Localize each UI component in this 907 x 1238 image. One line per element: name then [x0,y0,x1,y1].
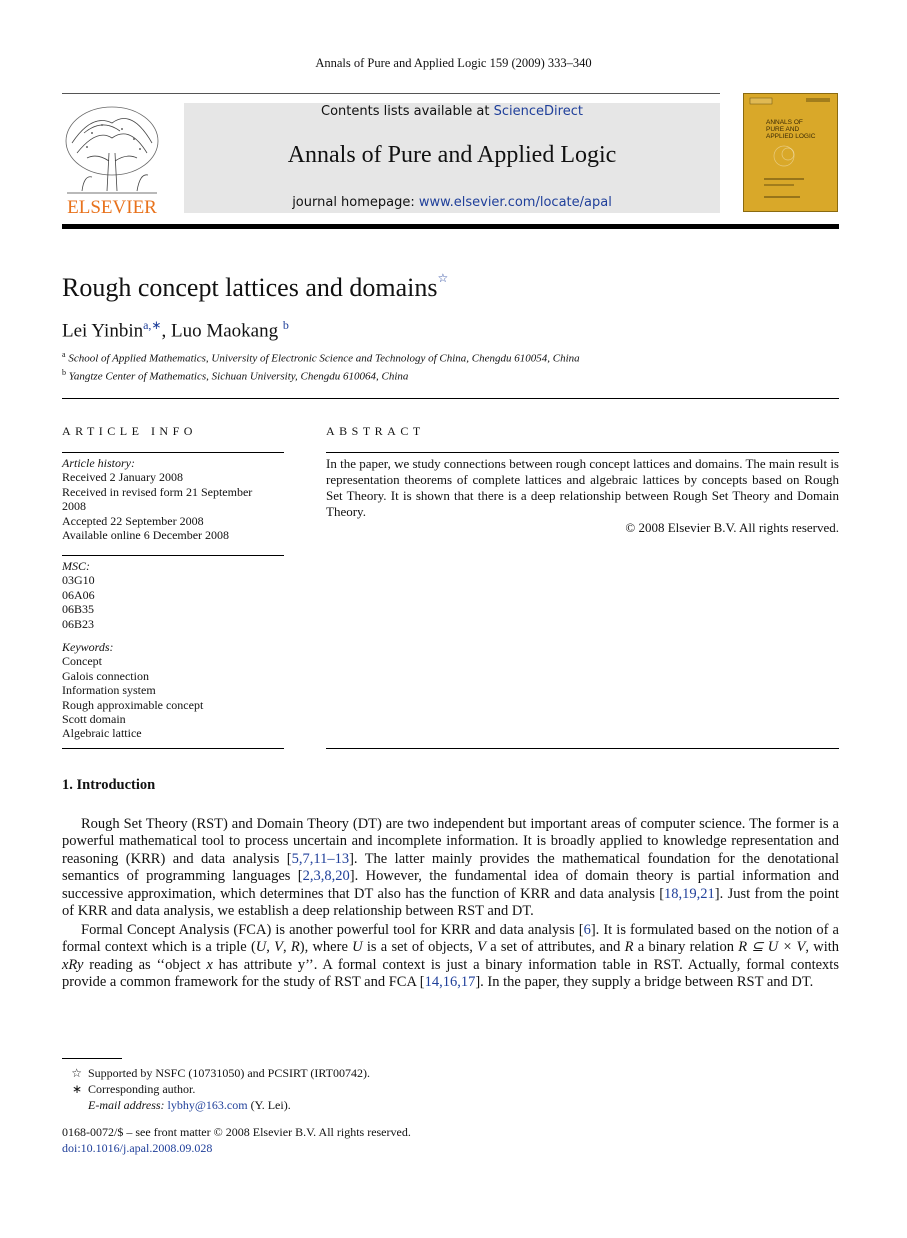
homepage-link[interactable]: www.elsevier.com/locate/apal [418,195,612,210]
history-entry: Accepted 22 September 2008 [62,513,204,528]
text-run: Rough Set Theory (RST) and Domain Theory (DT) are two independent but important areas of computer science. The former is a powerful mathematical tool to process uncertain and incomplete information. It is broadly applied to knowledge representation and reasoning (KRR) and data analysis [ [62,816,839,867]
citation-link[interactable]: 2,3,8,20 [302,868,350,885]
author-1-marks[interactable]: a,∗ [143,318,162,332]
text-run: , [266,939,275,956]
abstract-rule-top [326,452,839,453]
info-rule-3 [62,748,284,749]
text-run: reading as ‘‘object [83,956,207,973]
author-2: Luo Maokang [170,320,279,342]
keyword: Rough approximable concept [62,697,204,712]
elsevier-logo [62,103,162,215]
doi-link[interactable]: doi:10.1016/j.apal.2008.09.028 [62,1141,213,1155]
keywords [62,640,284,741]
math-var: V [274,939,284,956]
text-run: , with [805,939,839,956]
author-2-marks[interactable]: b [282,318,289,332]
abstract-copyright: © 2008 Elsevier B.V. All rights reserved. [625,520,839,535]
citation-link[interactable]: 5,7,11–13 [291,850,350,867]
email-link[interactable]: lybhy@163.com [167,1098,248,1112]
math-var: U [352,939,363,956]
footnote-mark: ☆ [71,1066,82,1080]
msc-code: 06B23 [62,616,95,631]
article-history [62,456,284,542]
banner-top-rule [62,93,720,94]
math-var: V [477,939,486,956]
issn-line: 0168-0072/$ – see front matter © 2008 Elsevier B.V. All rights reserved. [62,1125,411,1139]
affiliation-b-text: Yangtze Center of Mathematics, Sichuan University, Chengdu 610064, China [68,370,409,383]
text-run: Formal Concept Analysis (FCA) is another powerful tool for KRR and data analysis [ [81,922,584,938]
info-rule-1 [62,452,284,453]
article-title [62,273,448,303]
msc-code: 03G10 [62,573,95,588]
footnote-text: Supported by NSFC (10731050) and PCSIRT (IRT00742). [88,1066,371,1080]
affiliation-b-mark: b [62,368,66,377]
affiliation-b [62,368,408,383]
affiliation-a [62,350,580,365]
footnote-rule [62,1058,122,1059]
keyword: Scott domain [62,712,126,727]
footnote-mark: ∗ [71,1082,82,1096]
keyword: Galois connection [62,668,149,683]
history-label: Article history: [62,456,135,470]
msc-codes [62,559,284,631]
cover-art-icon [744,94,837,211]
email-suffix: (Y. Lei). [247,1098,291,1112]
text-run: ]. The latter mainly provides the mathematical foundation for the denotational semantics of programming languages [ [62,850,839,885]
math-var: xRy [62,956,84,973]
elsevier-tree-icon [62,103,162,215]
journal-cover-thumbnail[interactable] [743,93,838,212]
citation-link[interactable]: 18,19,21 [664,885,715,902]
affiliation-a-mark: a [62,350,66,359]
homepage-line [184,195,720,210]
cover-title: ANNALS OF PURE AND APPLIED LOGIC [766,119,816,140]
running-head: Annals of Pure and Applied Logic 159 (2009) 333–340 [315,56,592,70]
footnote-funding [62,1066,370,1081]
intro-paragraph-2 [62,922,839,992]
keyword: Concept [62,654,102,669]
header-thick-rule [62,224,839,229]
author-list [62,318,289,342]
math-var: R [290,939,300,956]
history-entry: Available online 6 December 2008 [62,528,230,543]
msc-label: MSC: [62,559,90,573]
text-run: , [283,939,291,956]
author-1: Lei Yinbin [62,320,144,342]
footnote-text: Corresponding author. [88,1082,196,1096]
text-run: ]. However, the fundamental idea of domain theory is partial information and successive approximation, which determines that DT also has the function of KRR and data analysis [ [62,868,839,902]
abstract-heading: ABSTRACT [326,424,425,438]
text-run: ]. It is formulated based on the notion of a formal context which is a triple ( [62,922,839,956]
abstract-rule-bottom [326,748,839,749]
text-run: a set of attributes, and [485,939,625,956]
contents-prefix: Contents lists available at [321,104,494,119]
math-var: U [255,939,267,956]
footnote-email [62,1098,291,1113]
footnote-corresponding [62,1082,195,1097]
journal-title: Annals of Pure and Applied Logic [287,142,617,168]
text-run: ), where [299,939,353,956]
text-run: has attribute y’’. A formal context is just a binary information table in RST. Actually, formal contexts provide a common framework for the study of RST and FCA [ [62,956,839,991]
keyword: Algebraic lattice [62,726,142,741]
keyword: Information system [62,683,156,698]
intro-paragraph-1 [62,816,839,920]
article-title-text: Rough concept lattices and domains [62,273,438,302]
msc-code: 06A06 [62,587,95,602]
citation-link[interactable]: 6 [583,922,591,938]
affiliation-a-text: School of Applied Mathematics, University of Electronic Science and Technology of China, Chengdu 610054, China [68,352,580,365]
history-entry: 2008 [62,499,86,514]
title-block-rule [62,398,839,399]
msc-code: 06B35 [62,602,95,617]
text-run: ]. Just from the point of KRR and data analysis, we establish a deep relationship between RST and DT. [62,885,839,920]
contents-line [184,104,720,119]
citation-link[interactable]: 14,16,17 [424,974,476,991]
author-separator: , [161,320,171,342]
title-footnote-mark[interactable]: ☆ [437,271,449,285]
text-run: a binary relation [633,939,739,956]
homepage-prefix: journal homepage: [292,195,419,210]
math-var: x [206,956,213,973]
section-heading-introduction: 1. Introduction [62,777,156,793]
math-expression: R ⊆ U × V [738,939,806,956]
abstract-text: In the paper, we study connections between rough concept lattices and domains. The main result is representation theorems of complete lattices and algebraic lattices by concepts based on Rough Set Theory. It is shown that there is a deep relationship between Rough Set Theory and Domain Theory. [326,456,839,519]
keywords-label: Keywords: [62,640,114,654]
text-run: ]. In the paper, they supply a bridge between RST and DT. [475,974,814,991]
math-var: R [624,939,634,956]
email-label: E-mail address: [88,1098,168,1112]
elsevier-wordmark: ELSEVIER [67,197,157,215]
history-entry: Received in revised form 21 September [62,484,253,499]
history-entry: Received 2 January 2008 [62,470,183,485]
info-rule-2 [62,555,284,556]
article-info-heading: ARTICLE INFO [62,424,197,438]
sciencedirect-link[interactable]: ScienceDirect [493,104,583,119]
text-run: is a set of objects, [362,939,478,956]
